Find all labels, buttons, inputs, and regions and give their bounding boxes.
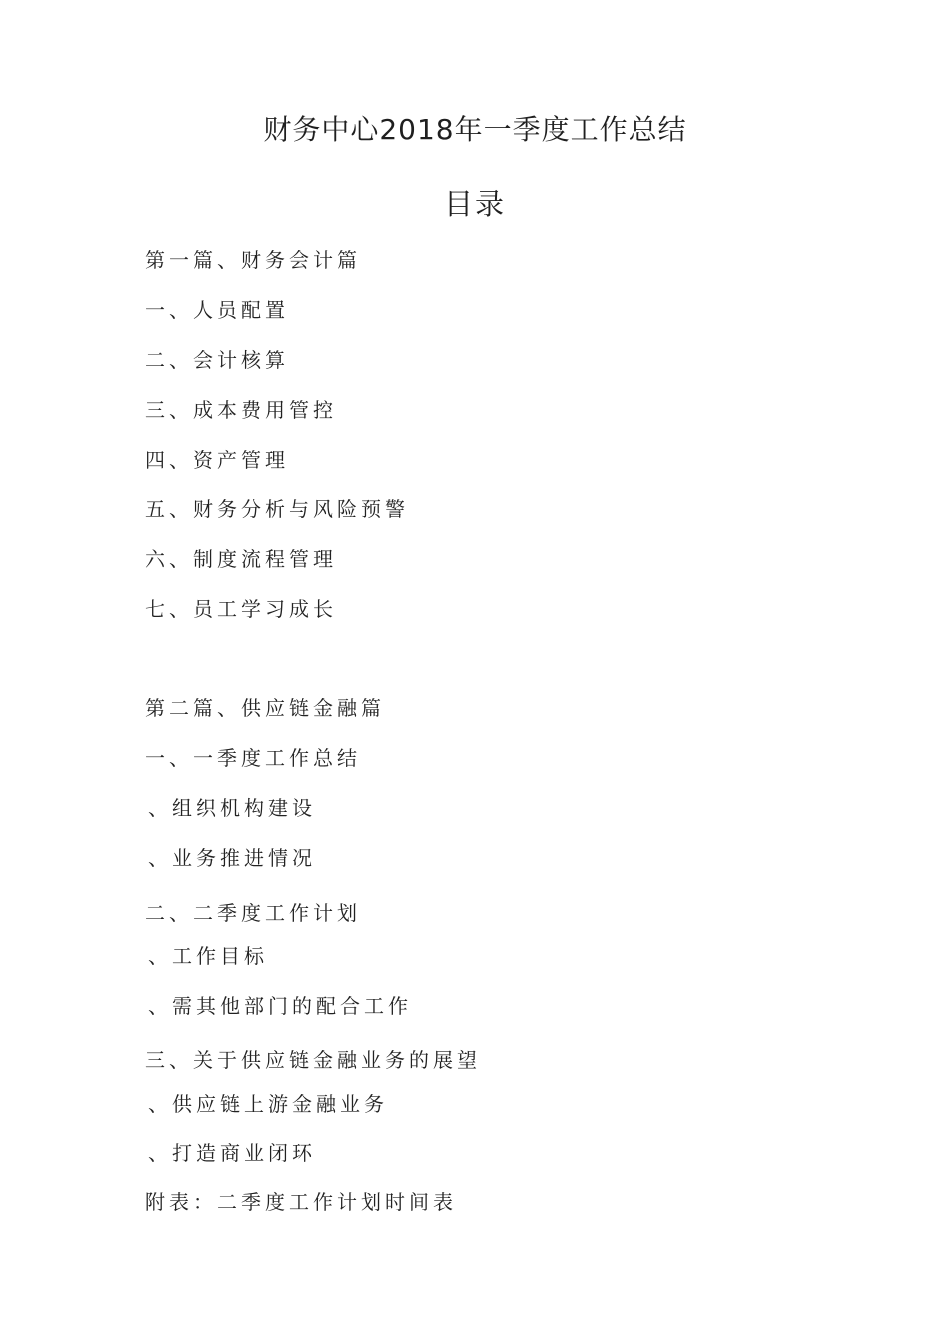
- toc-part2-section1-sub-1: 、组织机构建设: [148, 796, 316, 820]
- toc-part1-item-4: 四、资产管理: [145, 448, 289, 472]
- toc-appendix: 附表：二季度工作计划时间表: [145, 1190, 457, 1214]
- toc-part1-heading: 第一篇、财务会计篇: [145, 248, 361, 272]
- toc-part1-item-2: 二、会计核算: [145, 348, 289, 372]
- toc-part2-section3: 三、关于供应链金融业务的展望: [145, 1048, 481, 1072]
- toc-part1-item-7: 七、员工学习成长: [145, 597, 337, 621]
- document-title: 财务中心2018年一季度工作总结: [263, 113, 687, 146]
- toc-part1-item-1: 一、人员配置: [145, 298, 289, 322]
- toc-heading: 目录: [443, 187, 506, 221]
- toc-part2-section2-sub-2: 、需其他部门的配合工作: [148, 994, 412, 1018]
- toc-part2-section1: 一、一季度工作总结: [145, 746, 361, 770]
- toc-part1-item-5: 五、财务分析与风险预警: [145, 497, 409, 521]
- toc-part1-item-3: 三、成本费用管控: [145, 398, 337, 422]
- toc-part1-item-6: 六、制度流程管理: [145, 547, 337, 571]
- toc-part2-section2: 二、二季度工作计划: [145, 901, 361, 925]
- toc-part2-section2-sub-1: 、工作目标: [148, 944, 268, 968]
- toc-part2-section3-sub-1: 、供应链上游金融业务: [148, 1092, 388, 1116]
- toc-part2-heading: 第二篇、供应链金融篇: [145, 696, 385, 720]
- toc-part2-section3-sub-2: 、打造商业闭环: [148, 1141, 316, 1165]
- toc-part2-section1-sub-2: 、业务推进情况: [148, 846, 316, 870]
